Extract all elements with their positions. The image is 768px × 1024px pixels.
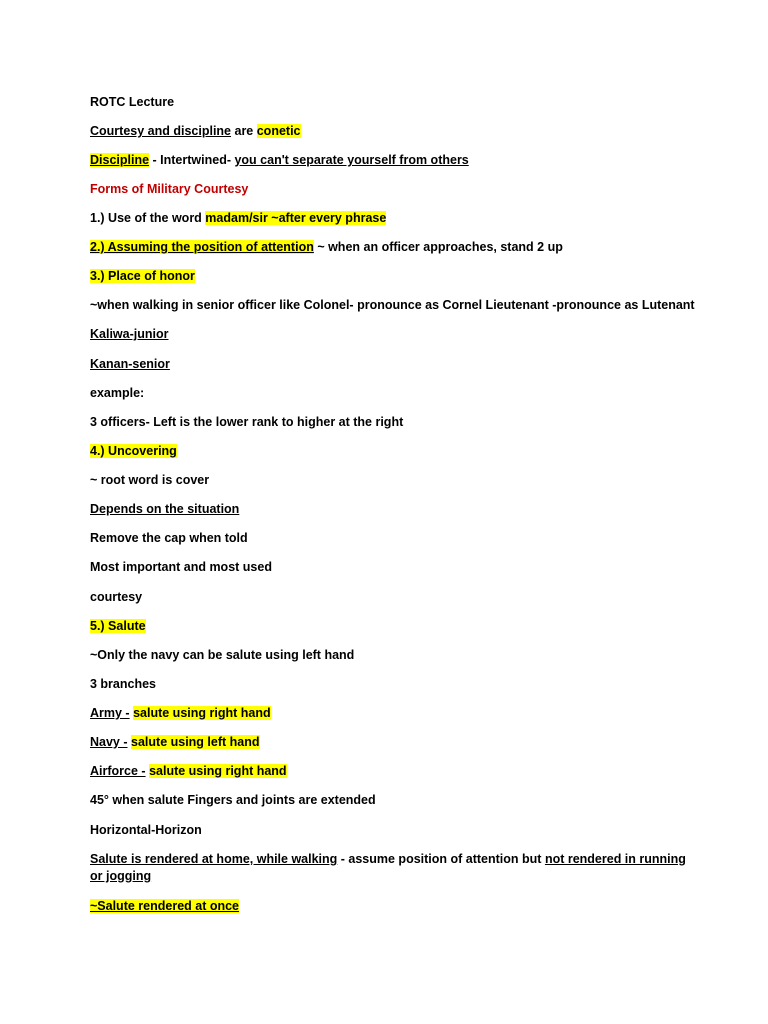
courtesy-line: courtesy: [90, 590, 143, 604]
airforce-line: [90, 763, 690, 780]
underlined-text: Kanan-senior: [90, 357, 170, 371]
kaliwa-line: [90, 326, 690, 343]
highlighted-text: 3.) Place of honor: [90, 269, 195, 283]
highlighted-text: salute using right hand: [149, 764, 287, 778]
navy-note-line: ~Only the navy can be salute using left hand: [90, 648, 355, 662]
most-important-line: Most important and most used: [90, 560, 272, 574]
highlighted-text: salute using left hand: [131, 735, 260, 749]
item-3-line: [90, 268, 690, 285]
plain-text: - assume position of attention but: [337, 852, 545, 866]
branches-line: 3 branches: [90, 677, 157, 691]
kanan-line: [90, 356, 690, 373]
underlined-text: Army -: [90, 706, 130, 720]
plain-text: are: [231, 124, 257, 138]
underlined-text: Kaliwa-junior: [90, 327, 169, 341]
underlined-text: Navy -: [90, 735, 128, 749]
underlined-text: Salute is rendered at home, while walking: [90, 852, 338, 866]
example-label: example:: [90, 386, 145, 400]
highlighted-underlined-text: ~Salute rendered at once: [90, 899, 240, 913]
underlined-text: Airforce -: [90, 764, 146, 778]
highlighted-underlined-text: Discipline: [90, 153, 150, 167]
item-2-line: [90, 239, 690, 256]
highlighted-underlined-text: 2.) Assuming the position of attention: [90, 240, 314, 254]
underlined-text: Depends on the situation: [90, 502, 240, 516]
horizontal-line: Horizontal-Horizon: [90, 823, 202, 837]
salute-at-once-line: [90, 898, 690, 915]
underlined-text: Courtesy and discipline: [90, 124, 232, 138]
discipline-line: [90, 152, 690, 169]
plain-text: - Intertwined-: [149, 153, 235, 167]
item-4-line: [90, 443, 690, 460]
army-line: [90, 705, 690, 722]
section-heading: Forms of Military Courtesy: [90, 182, 249, 196]
place-of-honor-note: ~when walking in senior officer like Colonel- pronounce as Cornel Lieutenant -pronounce as Lutenant: [90, 298, 695, 312]
item-1-line: [90, 210, 690, 227]
officers-line: 3 officers- Left is the lower rank to higher at the right: [90, 415, 404, 429]
courtesy-discipline-line: [90, 123, 690, 140]
highlighted-text: salute using right hand: [133, 706, 271, 720]
highlighted-text: conetic: [256, 124, 301, 138]
underlined-text: you can't separate yourself from others: [234, 153, 469, 167]
salute-rendered-paragraph: [90, 851, 690, 885]
plain-text: ~ when an officer approaches, stand 2 up: [313, 240, 563, 254]
doc-title: ROTC Lecture: [90, 95, 175, 109]
highlighted-text: 4.) Uncovering: [90, 444, 177, 458]
angle-line: 45° when salute Fingers and joints are extended: [90, 793, 376, 807]
plain-text: 1.) Use of the word: [90, 211, 206, 225]
item-5-line: [90, 618, 690, 635]
situation-line: [90, 501, 690, 518]
highlighted-text: 5.) Salute: [90, 619, 146, 633]
remove-cap-line: Remove the cap when told: [90, 531, 248, 545]
underlined-text: not rendered in running or jogging: [90, 852, 686, 883]
root-word-line: ~ root word is cover: [90, 473, 210, 487]
navy-line: [90, 734, 690, 751]
highlighted-text: madam/sir ~after every phrase: [205, 211, 387, 225]
